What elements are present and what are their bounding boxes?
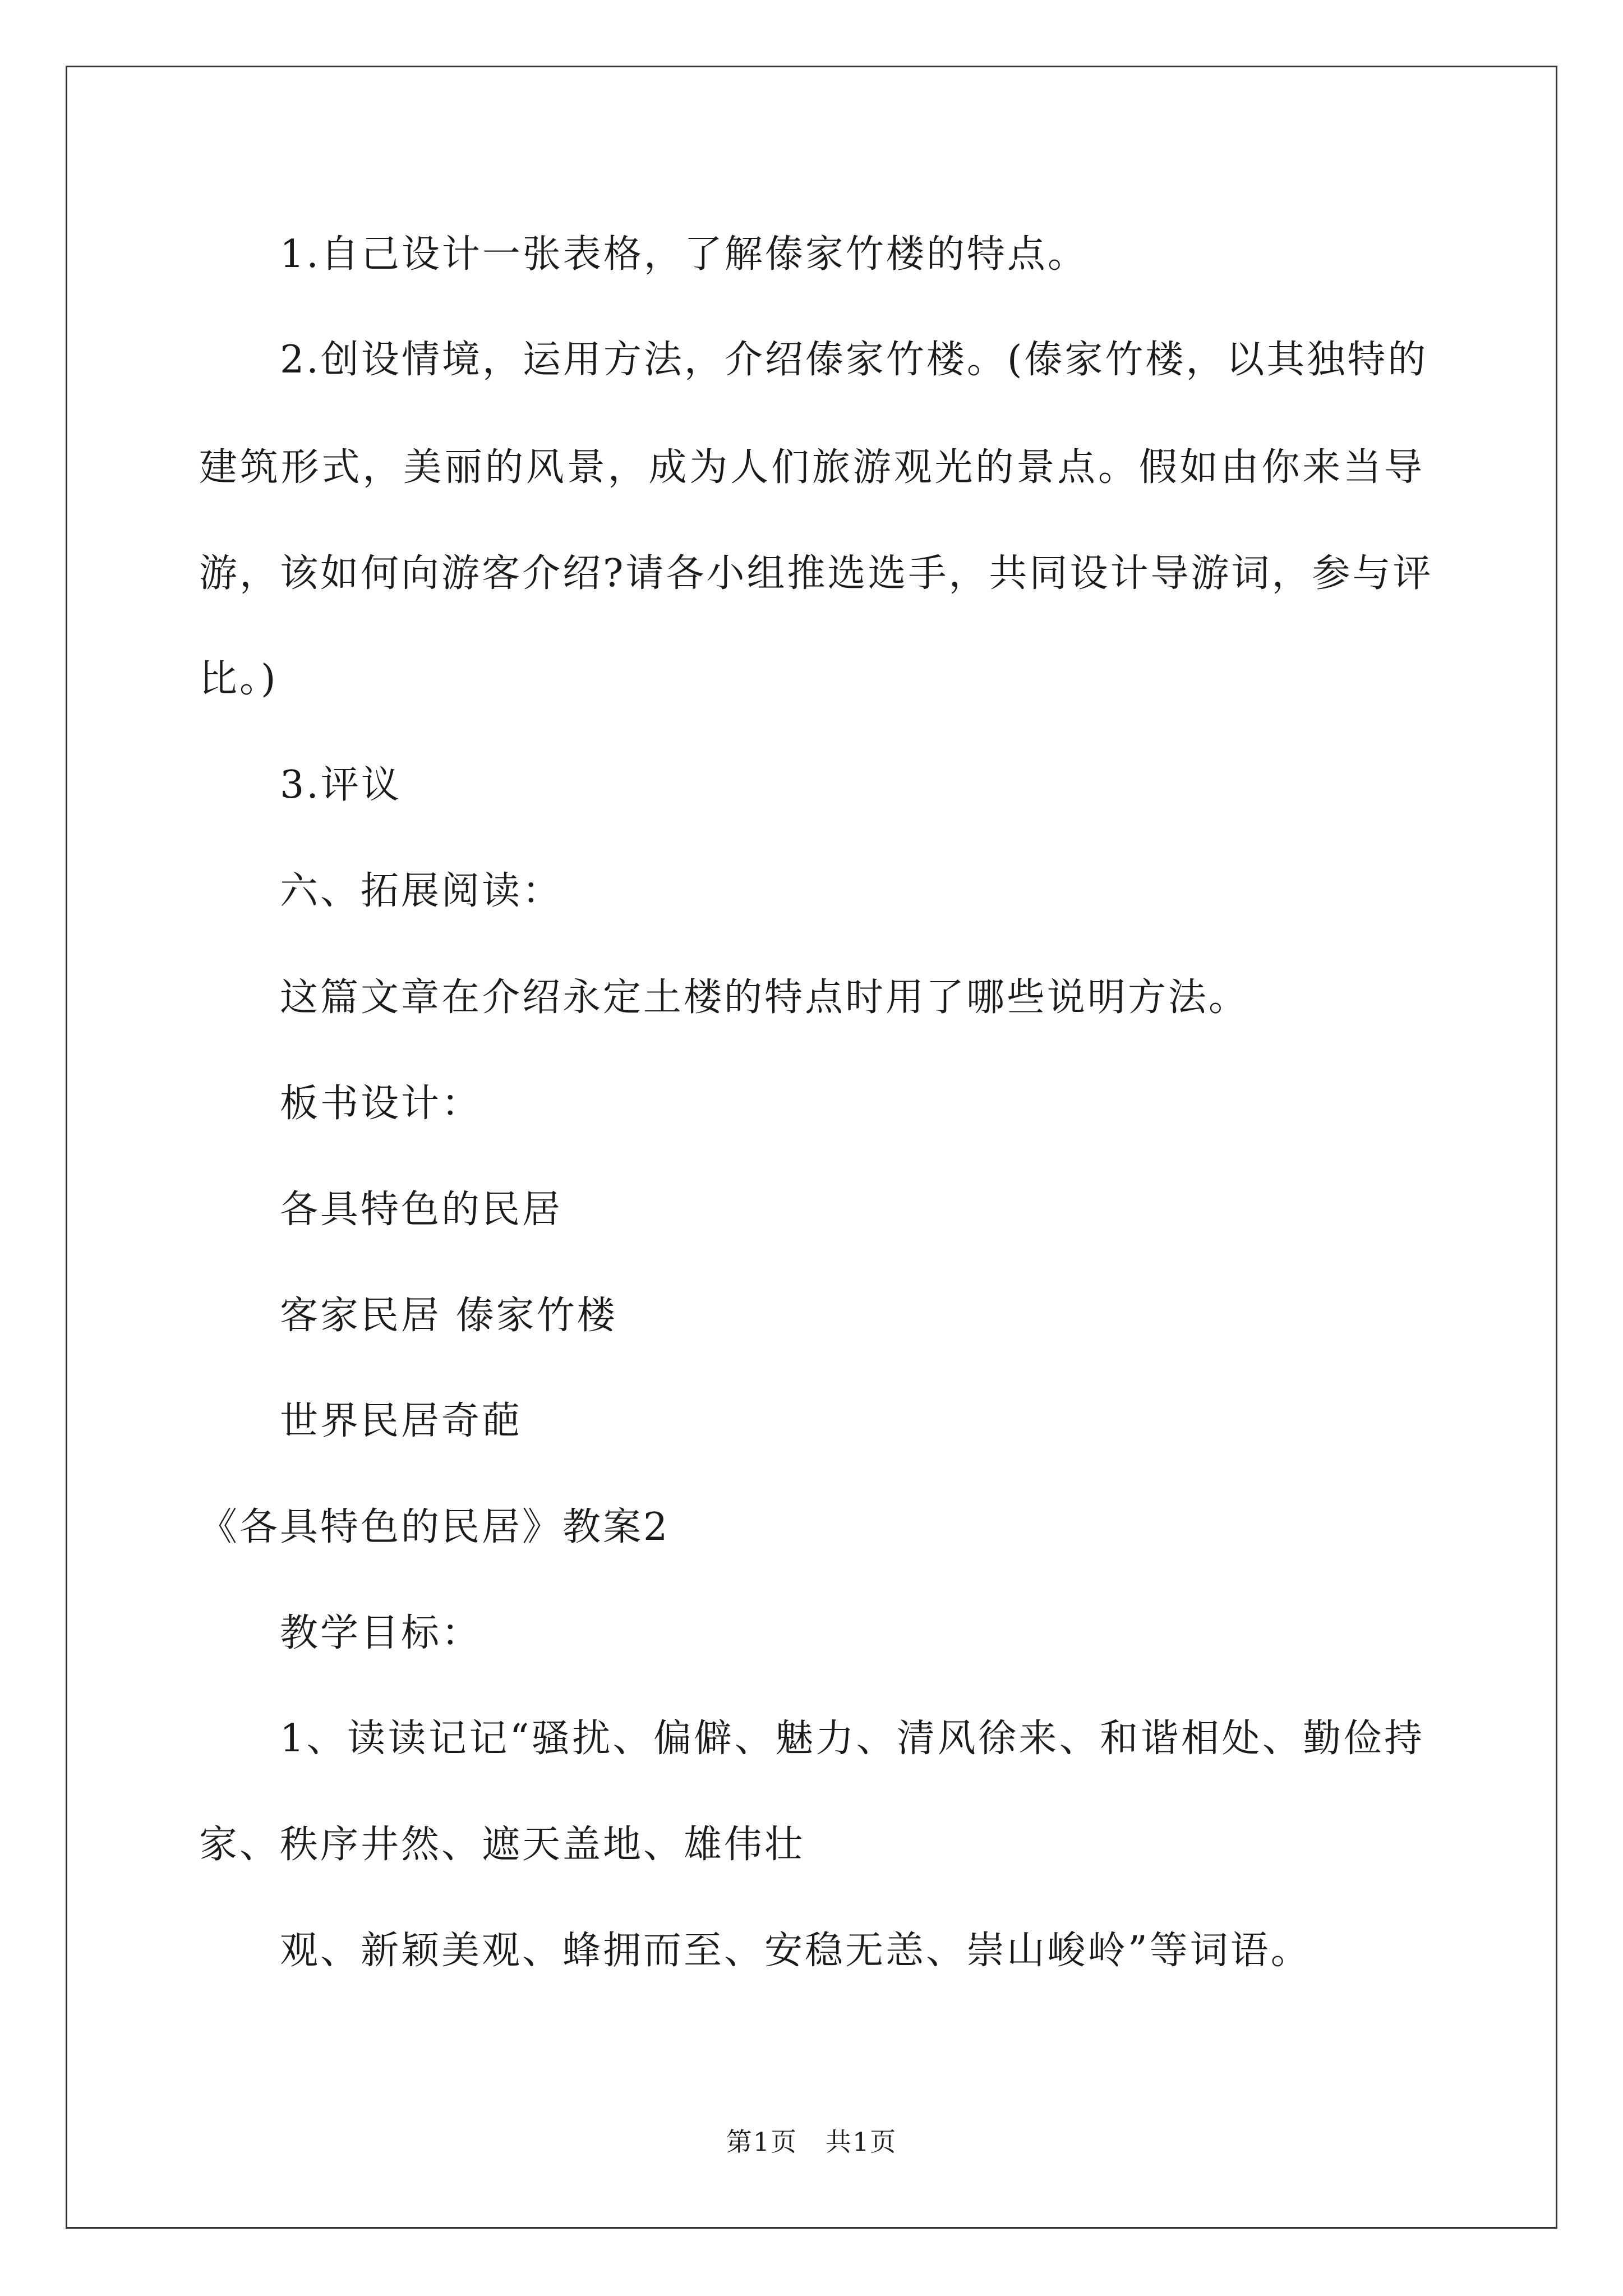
page-border <box>66 66 1557 2229</box>
text-line-2: 2.创设情境，运用方法，介绍傣家竹楼。(傣家竹楼，以其独特的 <box>280 338 1428 382</box>
page-footer <box>0 2125 1623 2159</box>
text-line-15: 1、读读记记“骚扰、偏僻、魅力、清风徐来、和谐相处、勤俭持 <box>280 1717 1424 1761</box>
text-line-4: 游，该如何向游客介绍?请各小组推选选手，共同设计导游词，参与评 <box>199 551 1433 596</box>
text-line-14: 教学目标： <box>280 1611 482 1655</box>
text-line-10: 各具特色的民居 <box>280 1188 563 1232</box>
text-line-7: 六、拓展阅读： <box>280 869 563 913</box>
text-line-3: 建筑形式，美丽的风景，成为人们旅游观光的景点。假如由你来当导 <box>199 445 1424 490</box>
footer-page-total: 共1页 <box>826 2127 897 2157</box>
section-title: 《各具特色的民居》教案2 <box>199 1505 670 1549</box>
footer-page-current: 第1页 <box>726 2127 797 2157</box>
text-line-8: 这篇文章在介绍永定土楼的特点时用了哪些说明方法。 <box>280 976 1249 1020</box>
text-line-17: 观、新颖美观、蜂拥而至、安稳无恙、崇山峻岭”等词语。 <box>280 1929 1311 1973</box>
text-line-5: 比。) <box>199 657 278 701</box>
text-line-6: 3.评议 <box>280 763 402 807</box>
text-line-16: 家、秩序井然、遮天盖地、雄伟壮 <box>199 1823 805 1867</box>
text-line-1: 1.自己设计一张表格，了解傣家竹楼的特点。 <box>280 232 1088 277</box>
text-line-12: 世界民居奇葩 <box>280 1399 523 1443</box>
text-line-9: 板书设计： <box>280 1082 482 1126</box>
text-line-11: 客家民居 傣家竹楼 <box>280 1294 617 1338</box>
